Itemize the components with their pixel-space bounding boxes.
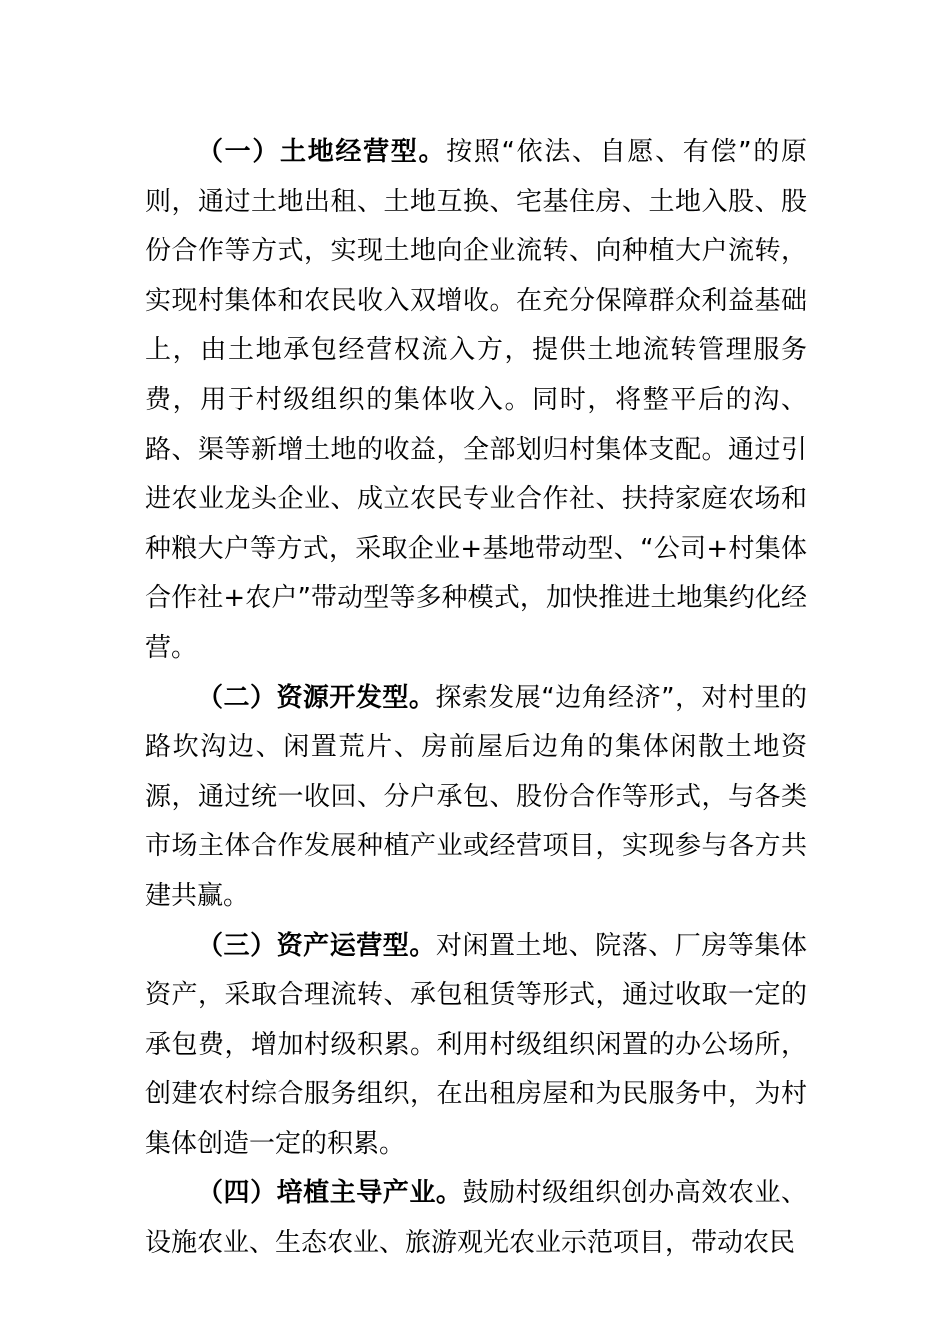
paragraph-land-operation	[145, 128, 807, 674]
document-body	[145, 128, 807, 1269]
paragraph-text: 探索发展“边角经济”，对村里的路坎沟边、闲置荒片、房前屋后边角的集体闲散土地资源，通过统一收回、分户承包、股份合作等形式，与各类市场主体合作发展种植产业或经营项目，实现参与各方共建共赢。	[145, 682, 807, 911]
paragraph-heading: （一）土地经营型。	[197, 137, 447, 167]
paragraph-heading: （二）资源开发型。	[197, 682, 436, 713]
paragraph-text: 按照“依法、自愿、有偿”的原则，通过土地出租、土地互换、宅基住房、土地入股、股份合作等方式，实现土地向企业流转、向种植大户流转，实现村集体和农民收入双增收。在充分保障群众利益基础上，由土地承包经营权流入方，提供土地流转管理服务费，用于村级组织的集体收入。同时，将整平后的沟、路、渠等新增土地的收益，全部划归村集体支配。通过引进农业龙头企业、成立农民专业合作社、扶持家庭农场和种粮大户等方式，采取企业+基地带动型、“公司+村集体合作社+农户”带动型等多种模式，加快推进土地集约化经营。	[145, 137, 807, 663]
paragraph-asset-operation	[145, 922, 807, 1170]
paragraph-heading: （四）培植主导产业。	[197, 1178, 463, 1209]
paragraph-text: 鼓励村级组织创办高效农业、设施农业、生态农业、旅游观光农业示范项目，带动农民	[145, 1178, 807, 1259]
paragraph-text: 对闲置土地、院落、厂房等集体资产，采取合理流转、承包租赁等形式，通过收取一定的承包费，增加村级积累。利用村级组织闲置的办公场所，创建农村综合服务组织，在出租房屋和为民服务中，为村集体创造一定的积累。	[145, 930, 807, 1159]
paragraph-heading: （三）资产运营型。	[197, 930, 436, 961]
paragraph-leading-industry	[145, 1169, 807, 1268]
paragraph-resource-development	[145, 674, 807, 922]
